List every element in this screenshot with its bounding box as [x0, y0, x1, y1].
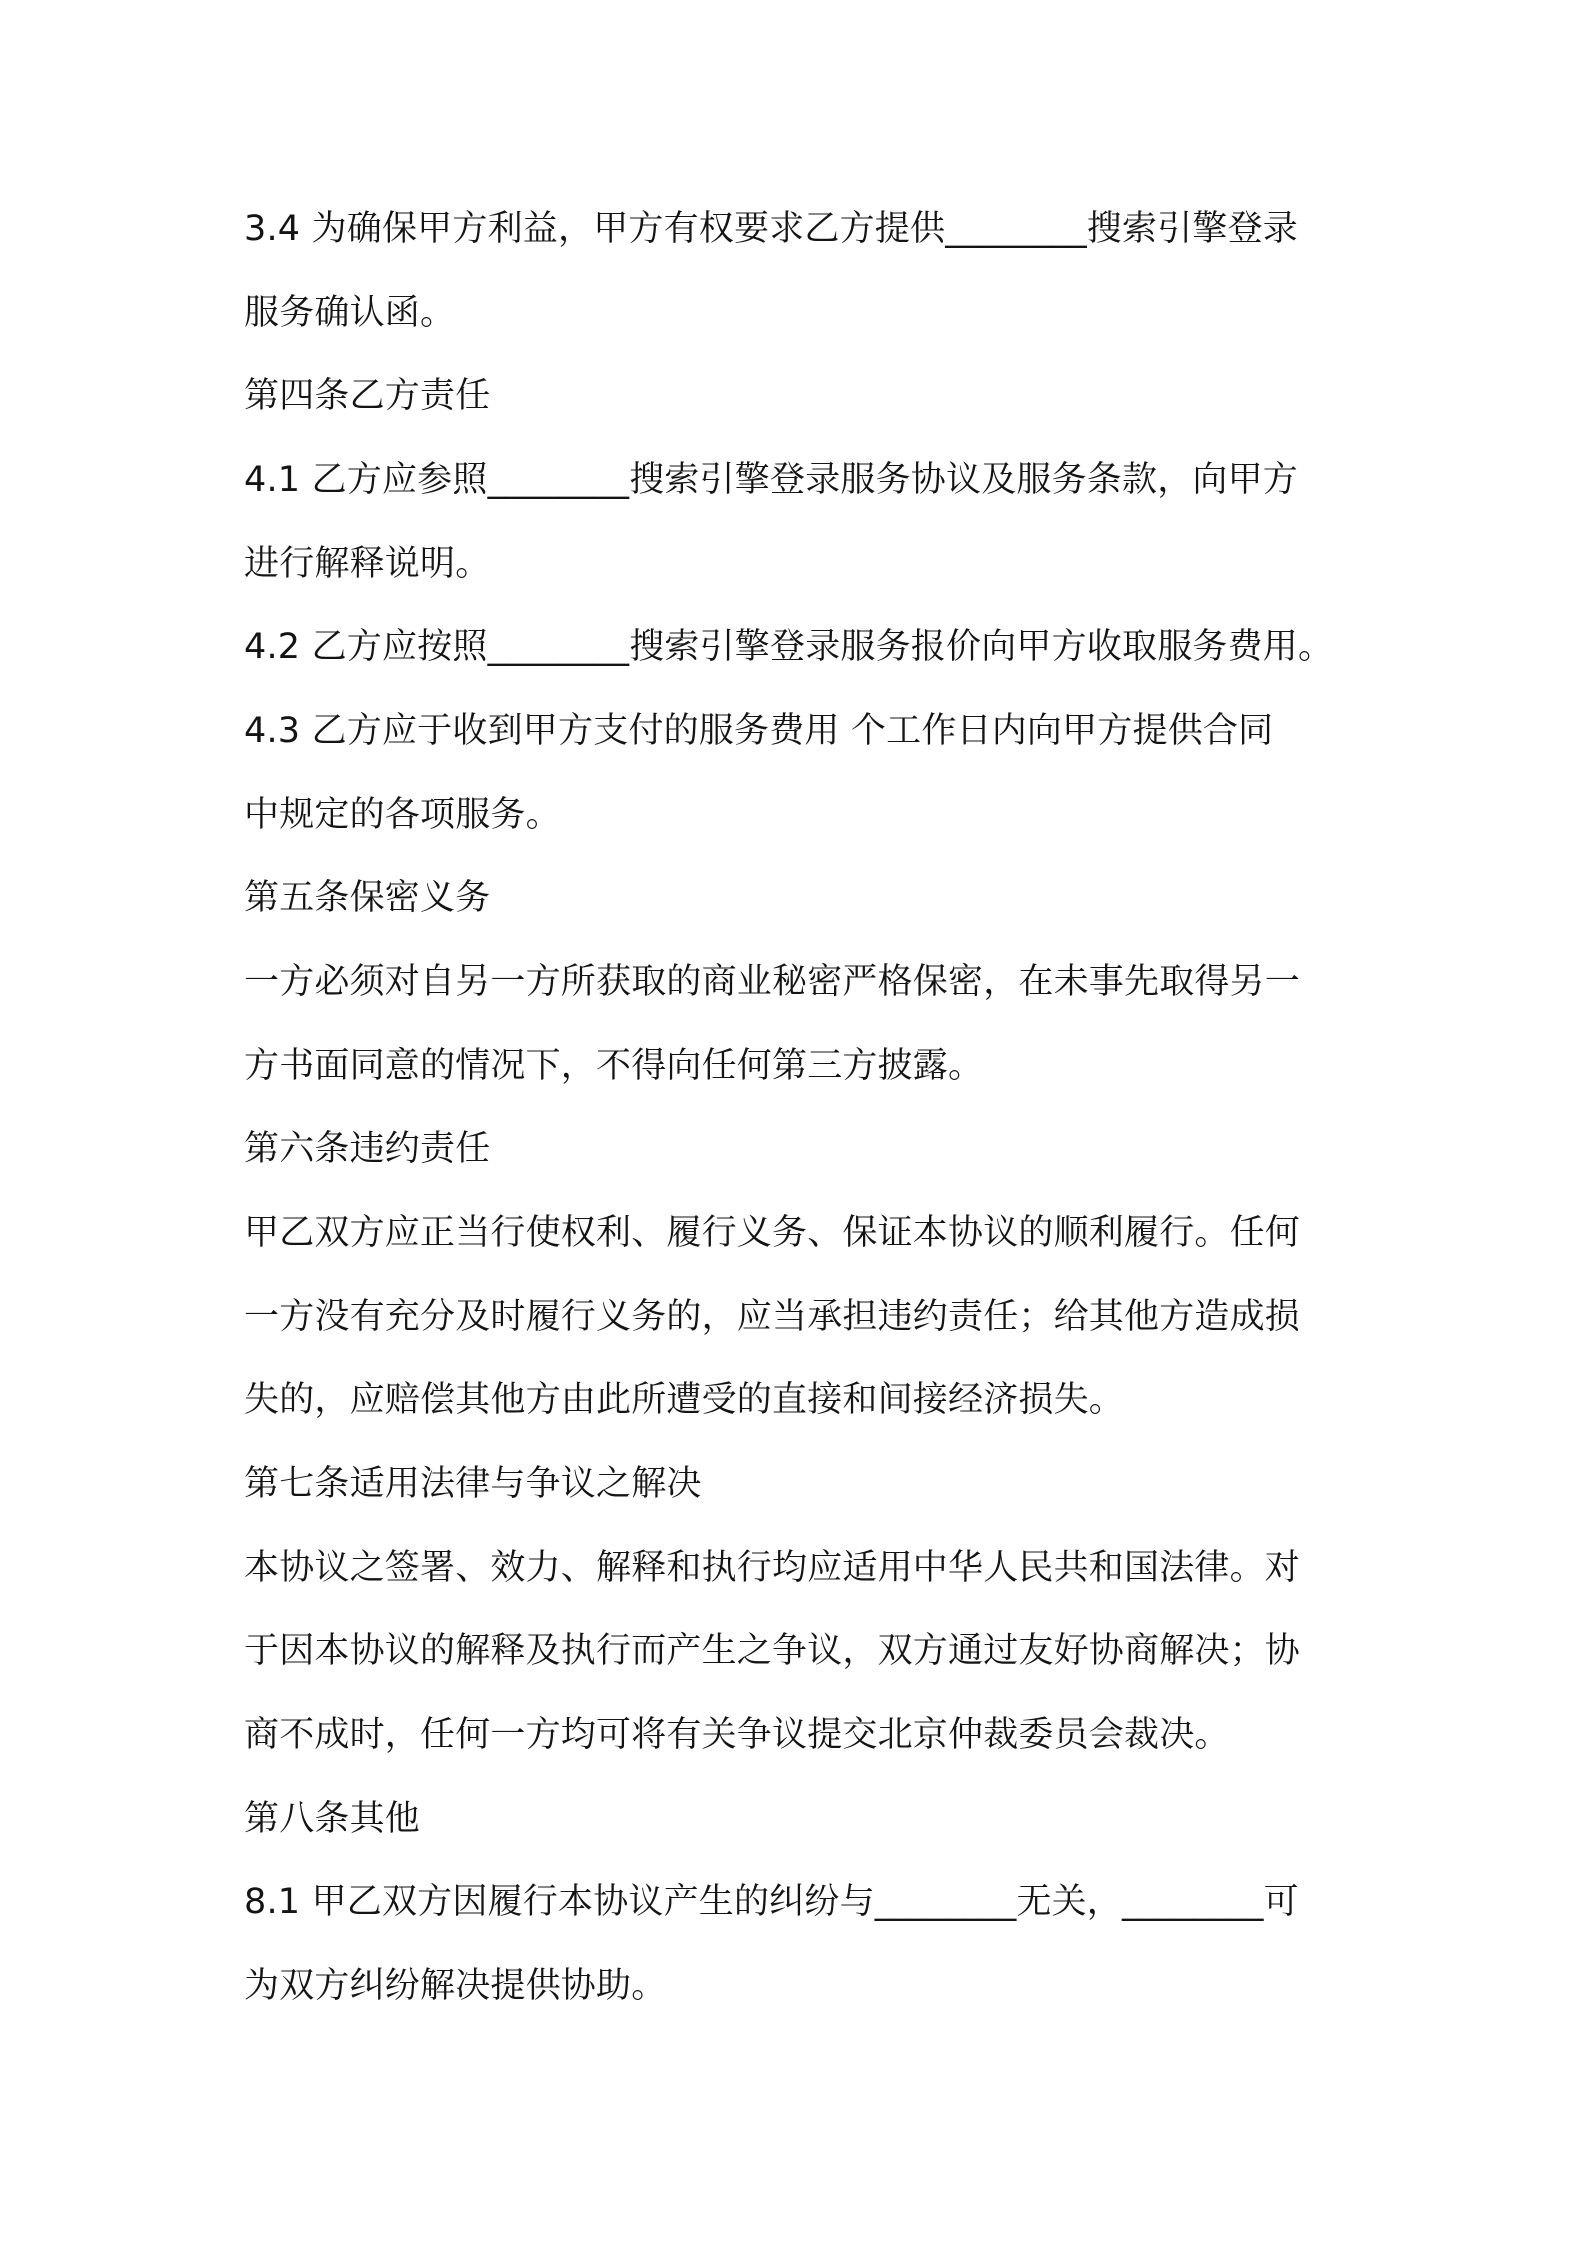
section-heading-article-6: 第六条违约责任	[244, 1129, 491, 1169]
article-6-line-2: 一方没有充分及时履行义务的，应当承担违约责任；给其他方造成损	[244, 1297, 1301, 1337]
clause-4-1-line-1: 4.1 乙方应参照________搜索引擎登录服务协议及服务条款，向甲方	[244, 460, 1298, 500]
article-5-line-1: 一方必须对自另一方所获取的商业秘密严格保密，在未事先取得另一	[244, 962, 1301, 1002]
clause-4-3-line-2: 中规定的各项服务。	[244, 795, 561, 835]
article-7-line-1: 本协议之签署、效力、解释和执行均应适用中华人民共和国法律。对	[244, 1548, 1301, 1588]
article-5-line-2: 方书面同意的情况下，不得向任何第三方披露。	[244, 1046, 984, 1086]
article-6-line-3: 失的，应赔偿其他方由此所遭受的直接和间接经济损失。	[244, 1380, 1125, 1420]
clause-4-3-line-1: 4.3 乙方应于收到甲方支付的服务费用 个工作日内向甲方提供合同	[244, 711, 1274, 751]
section-heading-article-7: 第七条适用法律与争议之解决	[244, 1464, 702, 1504]
clause-8-1-line-2: 为双方纠纷解决提供协助。	[244, 1966, 667, 2006]
clause-8-1-line-1: 8.1 甲乙双方因履行本协议产生的纠纷与________无关，________可	[244, 1882, 1299, 1922]
clause-3-4-line-2: 服务确认函。	[244, 293, 456, 333]
section-heading-article-8: 第八条其他	[244, 1799, 421, 1839]
clause-4-1-line-2: 进行解释说明。	[244, 544, 491, 584]
article-6-line-1: 甲乙双方应正当行使权利、履行义务、保证本协议的顺利履行。任何	[244, 1213, 1301, 1253]
article-7-line-2: 于因本协议的解释及执行而产生之争议，双方通过友好协商解决；协	[244, 1631, 1301, 1671]
clause-3-4-line-1: 3.4 为确保甲方利益，甲方有权要求乙方提供________搜索引擎登录	[244, 209, 1298, 249]
section-heading-article-5: 第五条保密义务	[244, 878, 491, 918]
article-7-line-3: 商不成时，任何一方均可将有关争议提交北京仲裁委员会裁决。	[244, 1715, 1230, 1755]
section-heading-article-4: 第四条乙方责任	[244, 376, 491, 416]
clause-4-2-line-1: 4.2 乙方应按照________搜索引擎登录服务报价向甲方收取服务费用。	[244, 627, 1334, 667]
